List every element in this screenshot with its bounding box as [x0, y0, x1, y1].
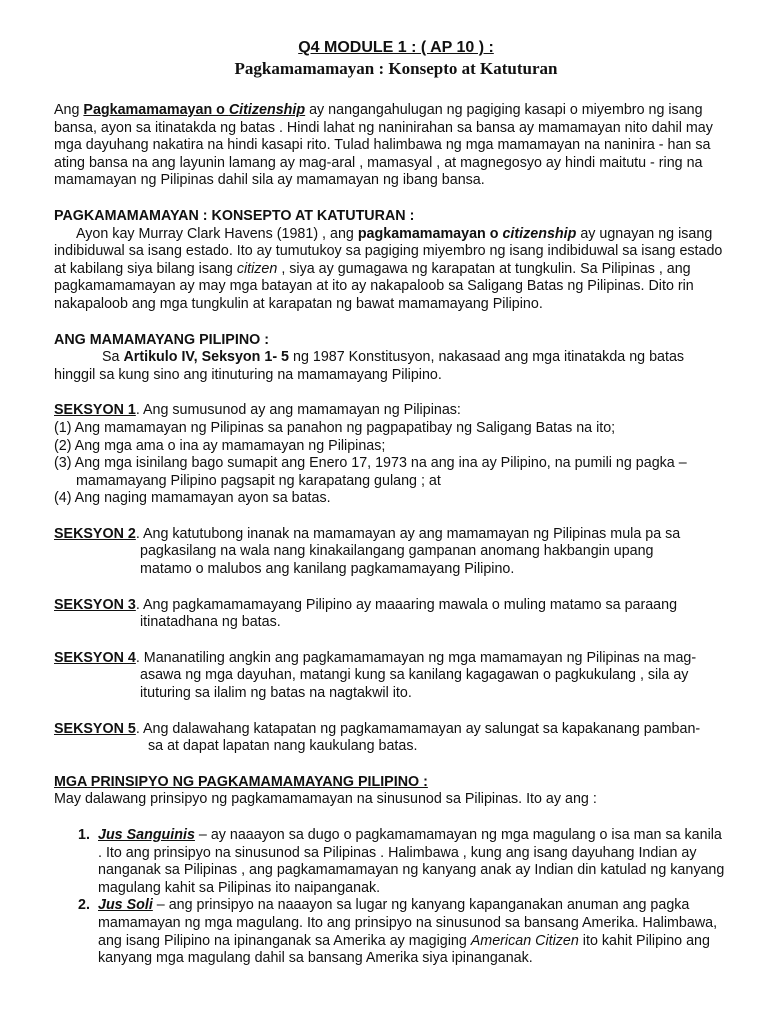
filipino-paragraph: Sa Artikulo IV, Seksyon 1- 5 ng 1987 Konstitusyon, nakasaad ang mga itinatakda ng batas hinggil sa kung sino ang itinuturing na mamamayang Pilipino.	[54, 349, 685, 383]
principles-intro: May dalawang prinsipyo ng pagkamamamayan na sinusunod sa Pilipinas. Ito ay ang :	[54, 791, 597, 808]
seksyon-5: SEKSYON 5. Ang dalawahang katapatan ng pagkamamamayan ay salungat sa kapakanang pamban- sa at dapat lapatan nang kaukulang batas.	[54, 720, 701, 755]
concept-paragraph: Ayon kay Murray Clark Havens (1981) , ang pagkamamamayan o citizenship ay ugnayan ng isang indibiduwal sa isang estado. Ito ay tumutukoy sa pagiging miyembro ng isang indibiduwal sa isang estado at kabilang siya bilang isang citizen , siya ay gumagawa ng karapatan at tungkulin. Sa Pilipinas , ang pagkamamamayan ay may mga batayan at ito ay nakapaloob sa Saligang Batas ng Pilipinas. Dito rin nakapaloob ang mga tungkulin at karapatan ng bawat mamamayang Pilipino.	[54, 225, 723, 312]
seksyon-1-item-4: (4) Ang naging mamamayan ayon sa batas.	[54, 490, 331, 507]
intro-term: Pagkamamamayan o Citizenship	[83, 102, 306, 118]
seksyon-4: SEKSYON 4. Mananatiling angkin ang pagkamamamayan ng mga mamamayan ng Pilipinas na mag- asawa ng mga dayuhan, matangi kung sa kanilang kagagawan o pagkukulang , sila ay ituturing sa ilalim ng batas na nagtakwil ito.	[54, 649, 697, 702]
seksyon-1-item-1: (1) Ang mamamayan ng Pilipinas sa panahon ng pagpapatibay ng Saligang Batas na ito;	[54, 419, 616, 436]
seksyon-1-item-3: (3) Ang mga isinilang bago sumapit ang Enero 17, 1973 na ang ina ay Pilipino, na pumili ng pagka –	[54, 455, 687, 472]
principles-heading: MGA PRINSIPYO NG PAGKAMAMAMAYANG PILIPINO :	[54, 773, 428, 790]
module-subtitle: Pagkamamamayan : Konsepto at Katuturan	[234, 59, 558, 78]
principle-jus-sanguinis: 1. Jus Sanguinis – ay naaayon sa dugo o pagkamamamayan ng mga magulang o isa man sa kanila . Ito ang prinsipyo na sinusunod sa Pilipinas . Halimbawa , kung ang isang dayuhang Indian ay nanganak sa Pilipinas , ang pagkamamamayan ng kanyang anak ay Indian din katulad ng kanyang magulang kahit sa Pilipinas ito naipanganak.	[78, 827, 725, 896]
seksyon-1-intro: SEKSYON 1. Ang sumusunod ay ang mamamayan ng Pilipinas:	[54, 402, 461, 419]
seksyon-1-item-2: (2) Ang mga ama o ina ay mamamayan ng Pilipinas;	[54, 437, 386, 454]
concept-heading: PAGKAMAMAMAYAN : KONSEPTO AT KATUTURAN :	[54, 207, 415, 224]
seksyon-2: SEKSYON 2. Ang katutubong inanak na mamamayan ay ang mamamayan ng Pilipinas mula pa sa pagkasilang na wala nang kinakailangang gampanan anomang hakbangin upang matamo o malubos ang kanilang pagkamamayang Pilipino.	[54, 525, 681, 578]
seksyon-3: SEKSYON 3. Ang pagkamamamayang Pilipino ay maaaring mawala o muling matamo sa paraang itinatadhana ng batas.	[54, 596, 678, 631]
filipino-heading: ANG MAMAMAYANG PILIPINO :	[54, 331, 269, 348]
seksyon-1-item-3-cont: mamamayang Pilipino pagsapit ng karapatang gulang ; at	[76, 472, 441, 489]
intro-paragraph: Ang Pagkamamamayan o Citizenship ay nangangahulugan ng pagiging kasapi o miyembro ng isang bansa, ayon sa itinatakda ng batas . Hindi lahat ng naninirahan sa bansa ay mamamayan nito dahil may mga dayuhang nakatira na hindi kasapi rito. Tulad halimbawa ng mga mamamayan na naninira - han sa ating bansa na ang layunin lamang ay mag-aral , mamasyal , at magnegosyo ay hindi maitutu - ring na mamamayan ng Pilipinas dahil sila ay mamamayan ng ibang bansa.	[54, 102, 713, 189]
principle-jus-soli: 2. Jus Soli – ang prinsipyo na naaayon sa lugar ng kanyang kapanganakan anuman ang pagka mamamayan ng mga magulang. Ito ang prinsipyo na sinusunod sa bansang Amerika. Halimbawa, ang isang Pilipino na ipinanganak sa Amerika ay magiging American Citizen ito kahit Pilipino ang kanyang mga magulang dahil sa bansang Amerika siya ipinanganak.	[78, 897, 718, 967]
module-title: Q4 MODULE 1 : ( AP 10 ) :	[298, 39, 494, 56]
